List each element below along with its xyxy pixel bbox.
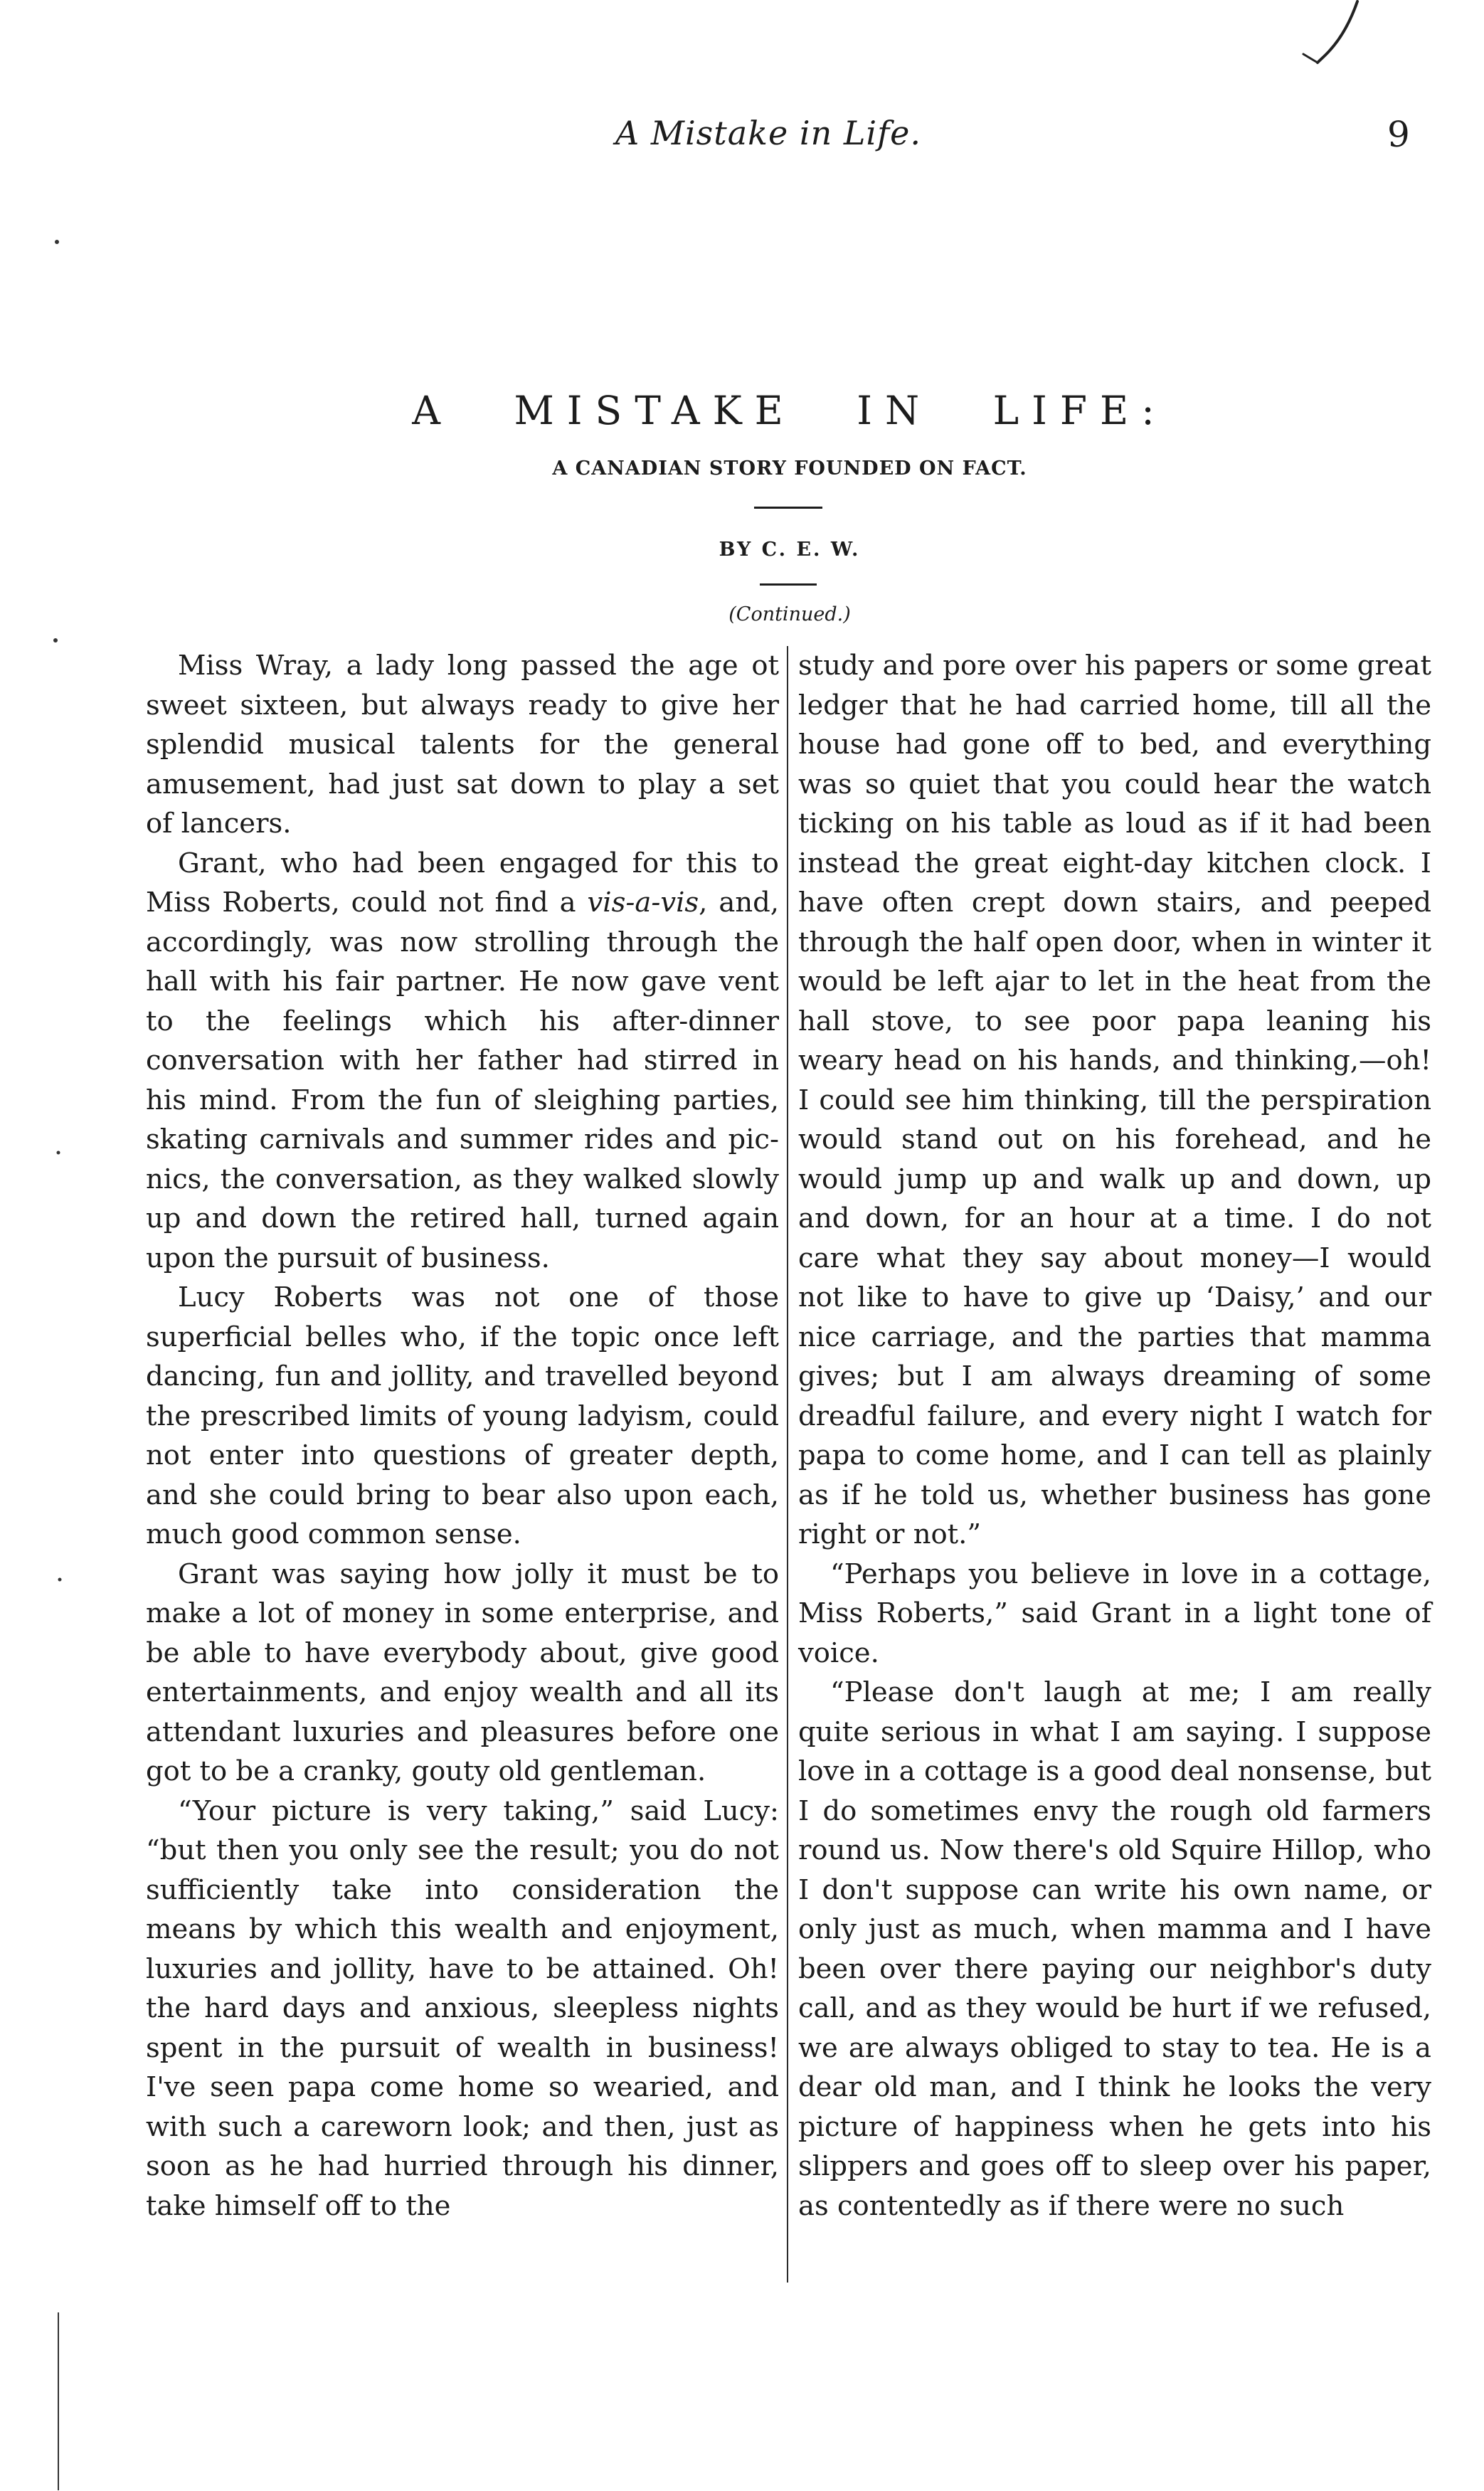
paragraph: study and pore over his papers or some great ledger that he had carried home, till all the house had gone off to bed, and everything was so quiet that you could hear the watch ticking on his table as loud as if it had been instead the great eight-day kitchen clock. I have often crept down stairs, and peeped through the half open door, when in winter it would be left ajar to let in the heat from the hall stove, to see poor papa leaning his weary head on his hands, and thinking,—oh! I could see him thinking, till the perspiration would stand out on his forehead, and he would jump up and walk up and down, up and down, for an hour at a time. I do not care what they say about money—I would not like to have to give up ‘Daisy,’ and our nice carriage, and the parties that mamma gives; but I am always dreaming of some dreadful failure, and every night I watch for papa to come home, and I can tell as plainly as if he told us, whether business has gone right or not.” xyxy=(798,650,1431,1550)
article-subtitle: A CANADIAN STORY FOUNDED ON FACT. xyxy=(552,458,1027,480)
right-column xyxy=(798,646,1431,2226)
running-title: A Mistake in Life. xyxy=(615,114,921,152)
paragraph: Grant was saying how jolly it must be to make a lot of money in some enterprise, and be able to have everybody about, give good entertainments, and enjoy wealth and all its attendant luxuries and pleasures before one got to be a cranky, gouty old gentleman. xyxy=(146,1557,779,1787)
byline: BY C. E. W. xyxy=(719,539,861,561)
paragraph: Lucy Roberts was not one of those superficial belles who, if the topic once left dancing, fun and jollity, and travelled beyond the prescribed limits of young ladyism, could not enter into questions of greater depth, and she could bring to bear also upon each, much good common sense. xyxy=(146,1281,779,1550)
column-divider xyxy=(787,646,788,2283)
paragraph: “Perhaps you believe in love in a cottage, Miss Roberts,” said Grant in a light tone of voice. xyxy=(798,1557,1431,1669)
pencil-mark-icon xyxy=(1302,0,1366,68)
paragraph: Grant, who had been engaged for this to Miss Roberts, could not find a vis-a-vis, and, accordingly, was now strolling through the hall with his fair partner. He now gave vent to the feelings which his after-dinner conversation with her father had stirred in his mind. From the fun of sleighing parties, skating carnivals and summer rides and pic-nics, the conversation, as they walked slowly up and down the retired hall, turned again upon the pursuit of business. xyxy=(146,847,779,1274)
byline-rule xyxy=(760,583,817,586)
margin-specks xyxy=(50,213,71,2490)
paragraph: Miss Wray, a lady long passed the age ot sweet sixteen, but always ready to give her splendid musical talents for the general amusement, had just sat down to play a set of lancers. xyxy=(146,650,779,840)
paragraph: “Your picture is very taking,” said Lucy: “but then you only see the result; you do not sufficiently take into consideration the means by which this wealth and enjoyment, luxuries and jollity, have to be attained. Oh! the hard days and anxious, sleepless nights spent in the pursuit of wealth in business! I've seen papa come home so wearied, and with such a careworn look; and then, just as soon as he had hurried through his dinner, take himself off to the xyxy=(146,1794,779,2222)
italic-phrase: vis-a-vis xyxy=(587,887,699,919)
paragraph: “Please don't laugh at me; I am really quite serious in what I am saying. I suppose love in a cottage is a good deal nonsense, but I do sometimes envy the rough old farmers round us. Now there's old Squire Hillop, who I don't suppose can write his own name, or only just as much, when mamma and I have been over there paying our neighbor's duty call, and as they would be hurt if we refused, we are always obliged to stay to tea. He is a dear old man, and I think he looks the very picture of happiness when he gets into his slippers and goes off to sleep over his paper, as contentedly as if there were no such xyxy=(798,1676,1431,2222)
article-title: A MISTAKE IN LIFE: xyxy=(412,388,1167,433)
continued-note: (Continued.) xyxy=(728,603,851,625)
page-number: 9 xyxy=(1387,114,1410,155)
title-rule xyxy=(754,507,822,509)
left-column xyxy=(146,646,779,2226)
